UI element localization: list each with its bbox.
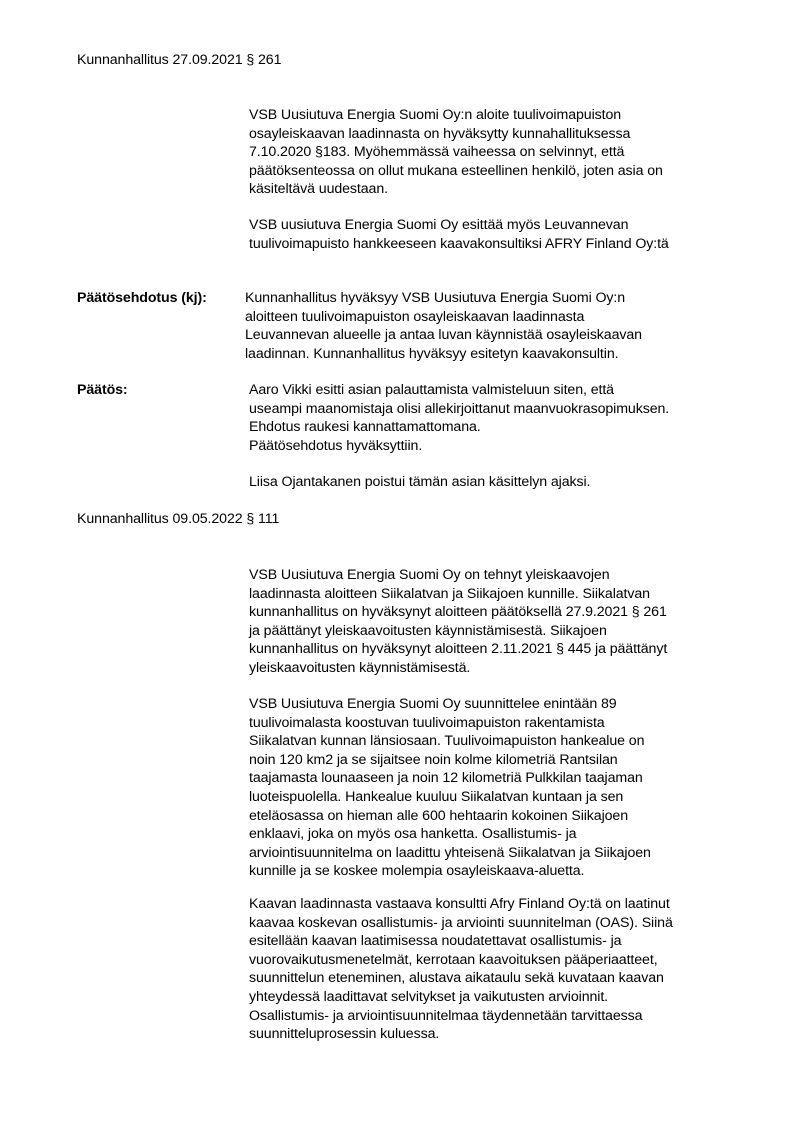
text-line: Päätösehdotus hyväksyttiin. <box>249 437 423 454</box>
text-line: VSB Uusiutuva Energia Suomi Oy suunnittelee enintään 89 <box>249 696 617 712</box>
text-line: yleiskaavoitusten käynnistämisestä. <box>249 659 471 676</box>
text-line: kunnille ja se koskee molempia osayleiskaava-aluetta. <box>249 863 585 880</box>
paragraph-consultant <box>249 216 669 253</box>
text-line: VSB Uusiutuva Energia Suomi Oy on tehnyt yleiskaavojen <box>249 567 610 583</box>
text-line: esitellään kaavan laatimisessa noudatettavat osallistumis- ja <box>249 933 622 950</box>
text-line: Kunnanhallitus hyväksyy VSB Uusiutuva Energia Suomi Oy:n <box>245 290 626 306</box>
text-line: vuorovaikutusmenetelmät, kerrotaan kaavoituksen pääperiaatteet, <box>249 951 658 968</box>
proposal-label: Päätösehdotus (kj): <box>77 290 207 306</box>
text-line: arviointisuunnitelma on laadittu yhteisenä Siikalatvan ja Siikajoen <box>249 844 651 861</box>
text-line: kaavaa koskevan osallistumis- ja arviointi suunnitelman (OAS). Siinä <box>249 914 673 931</box>
section-header-2022: Kunnanhallitus 09.05.2022 § 111 <box>77 511 280 527</box>
section-header-2021: Kunnanhallitus 27.09.2021 § 261 <box>77 52 282 68</box>
text-line: tuulivoimapuisto hankkeeseen kaavakonsultiksi AFRY Finland Oy:tä <box>249 235 669 252</box>
text-line: Aaro Vikki esitti asian palauttamista valmisteluun siten, että <box>249 382 614 398</box>
text-line: suunnittelun eteneminen, alustava aikataulu sekä kuvataan kaavan <box>249 970 664 987</box>
text-line: ja päättänyt yleiskaavoitusten käynnistämisestä. Siikajoen <box>249 622 607 639</box>
text-line: tuulivoimalasta koostuvan tuulivoimapuiston rakentamista <box>249 714 605 731</box>
text-line: Osallistumis- ja arviointisuunnitelmaa täydennetään tarvittaessa <box>249 1007 643 1024</box>
text-line: luoteispuolella. Hankealue kuuluu Siikalatvan kuntaan ja sen <box>249 788 624 805</box>
text-line: Liisa Ojantakanen poistui tämän asian käsittelyn ajaksi. <box>249 474 591 490</box>
text-line: noin 120 km2 ja se sijaitsee noin kolme kilometriä Rantsilan <box>249 751 618 768</box>
text-line: VSB Uusiutuva Energia Suomi Oy:n aloite tuulivoimapuiston <box>249 107 622 123</box>
text-line: päätöksenteossa on ollut mukana esteellinen henkilö, joten asia on <box>249 162 663 179</box>
text-line: yhteydessä laadittavat selvitykset ja vaikutusten arvioinnit. <box>249 988 609 1005</box>
decision-label: Päätös: <box>77 382 128 398</box>
paragraph-oas <box>249 895 673 1044</box>
text-line: enklaavi, joka on myös osa hanketta. Osallistumis- ja <box>249 826 577 843</box>
text-line: taajamasta lounaaseen ja noin 12 kilometriä Pulkkilan taajaman <box>249 770 643 787</box>
text-line: Ehdotus raukesi kannattamattomana. <box>249 419 481 436</box>
text-line: 7.10.2020 §183. Myöhemmässä vaiheessa on selvinnyt, että <box>249 144 625 161</box>
text-line: aloitteen tuulivoimapuiston osayleiskaavan laadinnasta <box>245 308 585 325</box>
text-line: suunnitteluprosessin kuluessa. <box>249 1026 440 1043</box>
text-line: kunnanhallitus on hyväksynyt aloitteen 2.11.2021 § 445 ja päättänyt <box>249 641 668 658</box>
text-line: Kaavan laadinnasta vastaava konsultti Afry Finland Oy:tä on laatinut <box>249 896 670 912</box>
text-line: käsiteltävä uudestaan. <box>249 181 388 198</box>
text-line: laadinnasta aloitteen Siikalatvan ja Siikajoen kunnille. Siikalatvan <box>249 585 650 602</box>
text-line: useampi maanomistaja olisi allekirjoittanut maanvuokrasopimuksen. <box>249 400 670 417</box>
text-line: kunnanhallitus on hyväksynyt aloitteen päätöksellä 27.9.2021 § 261 <box>249 604 667 621</box>
text-line: VSB uusiutuva Energia Suomi Oy esittää myös Leuvannevan <box>249 217 629 233</box>
paragraph-initiative-2020 <box>249 106 663 199</box>
decision-text <box>249 381 669 455</box>
paragraph-project-description <box>249 695 651 881</box>
decision-recusal <box>249 473 590 492</box>
text-line: eteläosassa on hieman alle 600 hehtaarin kokoinen Siikajoen <box>249 807 629 824</box>
text-line: osayleiskaavan laadinnasta on hyväksytty kunnahallituksessa <box>249 125 631 142</box>
text-line: Siikalatvan kunnan länsiosaan. Tuulivoimapuiston hankealue on <box>249 733 645 750</box>
proposal-text <box>245 289 642 363</box>
text-line: Leuvannevan alueelle ja antaa luvan käynnistää osayleiskaavan <box>245 327 642 344</box>
paragraph-initiatives <box>249 566 667 678</box>
text-line: laadinnan. Kunnanhallitus hyväksyy esitetyn kaavakonsultin. <box>245 345 619 362</box>
